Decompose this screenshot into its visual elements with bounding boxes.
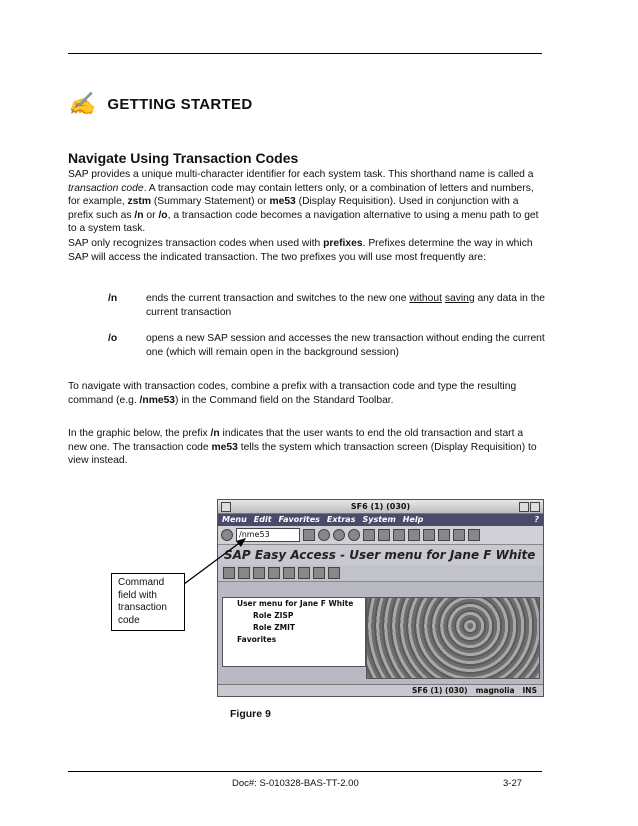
user-menu-tree bbox=[222, 597, 366, 667]
tree-node-favorites: Favorites bbox=[237, 635, 277, 644]
sap-application-toolbar bbox=[218, 565, 543, 582]
menu-item: Menu bbox=[222, 515, 247, 524]
callout-box: Command field with transaction code bbox=[111, 573, 185, 631]
sap-menubar bbox=[218, 514, 543, 526]
next-page-icon bbox=[423, 529, 435, 541]
prefix-n-key: /n bbox=[108, 293, 118, 304]
subheading: Navigate Using Transaction Codes bbox=[68, 150, 299, 166]
prefix-o-text: opens a new SAP session and accesses the new transaction without ending the current one (which will remain open in the background session) bbox=[146, 333, 545, 358]
paragraph-intro: SAP provides a unique multi-character identifier for each system task. This shorthand name is called a transaction code. A transaction code may contain letters only, or a combination of letters and numbers, for example, zstm (Summary Statement) or me53 (Display Requisition). Used in conjunction with a prefix such as /n or /o, a transaction code becomes a navigation alternative to using a menu path to get to a system task. bbox=[68, 169, 539, 235]
sap-main-area bbox=[218, 593, 543, 670]
zoom-box-icon bbox=[519, 502, 529, 512]
status-server: magnolia bbox=[475, 686, 515, 695]
handwriting-icon: ✍ bbox=[68, 92, 94, 117]
new-session-icon bbox=[453, 529, 465, 541]
sap-easy-access-banner: SAP Easy Access - User menu for Jane F White bbox=[218, 545, 543, 565]
menu-item: Help bbox=[402, 515, 424, 524]
print-icon bbox=[363, 529, 375, 541]
sap-window-screenshot bbox=[217, 499, 544, 697]
paragraph-navigate: To navigate with transaction codes, combine a prefix with a transaction code and type the resulting command (e.g. /nme53) in the Command field on the Standard Toolbar. bbox=[68, 381, 517, 406]
previous-page-icon bbox=[408, 529, 420, 541]
sap-window-title: SF6 (1) (030) bbox=[350, 502, 411, 511]
tree-node-role: Role ZMIT bbox=[253, 623, 296, 632]
figure-caption: Figure 9 bbox=[230, 708, 271, 720]
last-page-icon bbox=[438, 529, 450, 541]
section-title: GETTING STARTED bbox=[107, 96, 253, 113]
find-icon bbox=[378, 529, 390, 541]
exit-icon bbox=[333, 529, 345, 541]
change-favorite-icon bbox=[298, 567, 310, 579]
callout-arrow bbox=[180, 520, 260, 590]
prefix-o-key: /o bbox=[108, 333, 118, 344]
help-mark: ? bbox=[534, 515, 539, 524]
save-icon bbox=[303, 529, 315, 541]
tree-node-root: User menu for Jane F White bbox=[237, 599, 354, 608]
status-system: SF6 (1) (030) bbox=[412, 686, 468, 695]
menu-item: Extras bbox=[326, 515, 356, 524]
collapse-box-icon bbox=[530, 502, 540, 512]
paragraph-graphic: In the graphic below, the prefix /n indicates that the user wants to end the old transaction and start a new one. The transaction code me53 tells the system which transaction screen (Display Requisition) to view instead. bbox=[68, 428, 537, 467]
prefix-o-definition bbox=[108, 332, 548, 359]
top-rule bbox=[68, 53, 542, 54]
close-box-icon bbox=[221, 502, 231, 512]
expand-icon bbox=[313, 567, 325, 579]
sap-status-bar bbox=[218, 684, 543, 696]
menu-item: Favorites bbox=[278, 515, 320, 524]
command-field: /nme53 bbox=[236, 528, 300, 542]
water-ripple-image bbox=[366, 597, 540, 679]
delete-favorite-icon bbox=[283, 567, 295, 579]
menu-item: Edit bbox=[253, 515, 272, 524]
section-heading bbox=[68, 92, 252, 117]
sap-standard-toolbar bbox=[218, 526, 543, 545]
prefix-n-text: ends the current transaction and switches to the new one without saving any data in the current transaction bbox=[146, 293, 546, 318]
prefix-n-definition bbox=[108, 292, 548, 319]
tree-node-role: Role ZISP bbox=[253, 611, 294, 620]
first-page-icon bbox=[393, 529, 405, 541]
help-icon bbox=[468, 529, 480, 541]
collapse-icon bbox=[328, 567, 340, 579]
footer-doc-number: Doc#: S-010328-BAS-TT-2.00 bbox=[232, 778, 359, 789]
cancel-icon bbox=[348, 529, 360, 541]
paragraph-prefixes: SAP only recognizes transaction codes when used with prefixes. Prefixes determine the way in which SAP will access the indicated transaction. The two prefixes you will use most frequently are: bbox=[68, 238, 533, 263]
status-mode: INS bbox=[522, 686, 537, 695]
sap-titlebar bbox=[218, 500, 543, 514]
footer-page-number: 3-27 bbox=[503, 778, 523, 789]
back-icon bbox=[318, 529, 330, 541]
add-favorite-icon bbox=[268, 567, 280, 579]
menu-item: System bbox=[362, 515, 396, 524]
footer-rule bbox=[68, 771, 542, 772]
